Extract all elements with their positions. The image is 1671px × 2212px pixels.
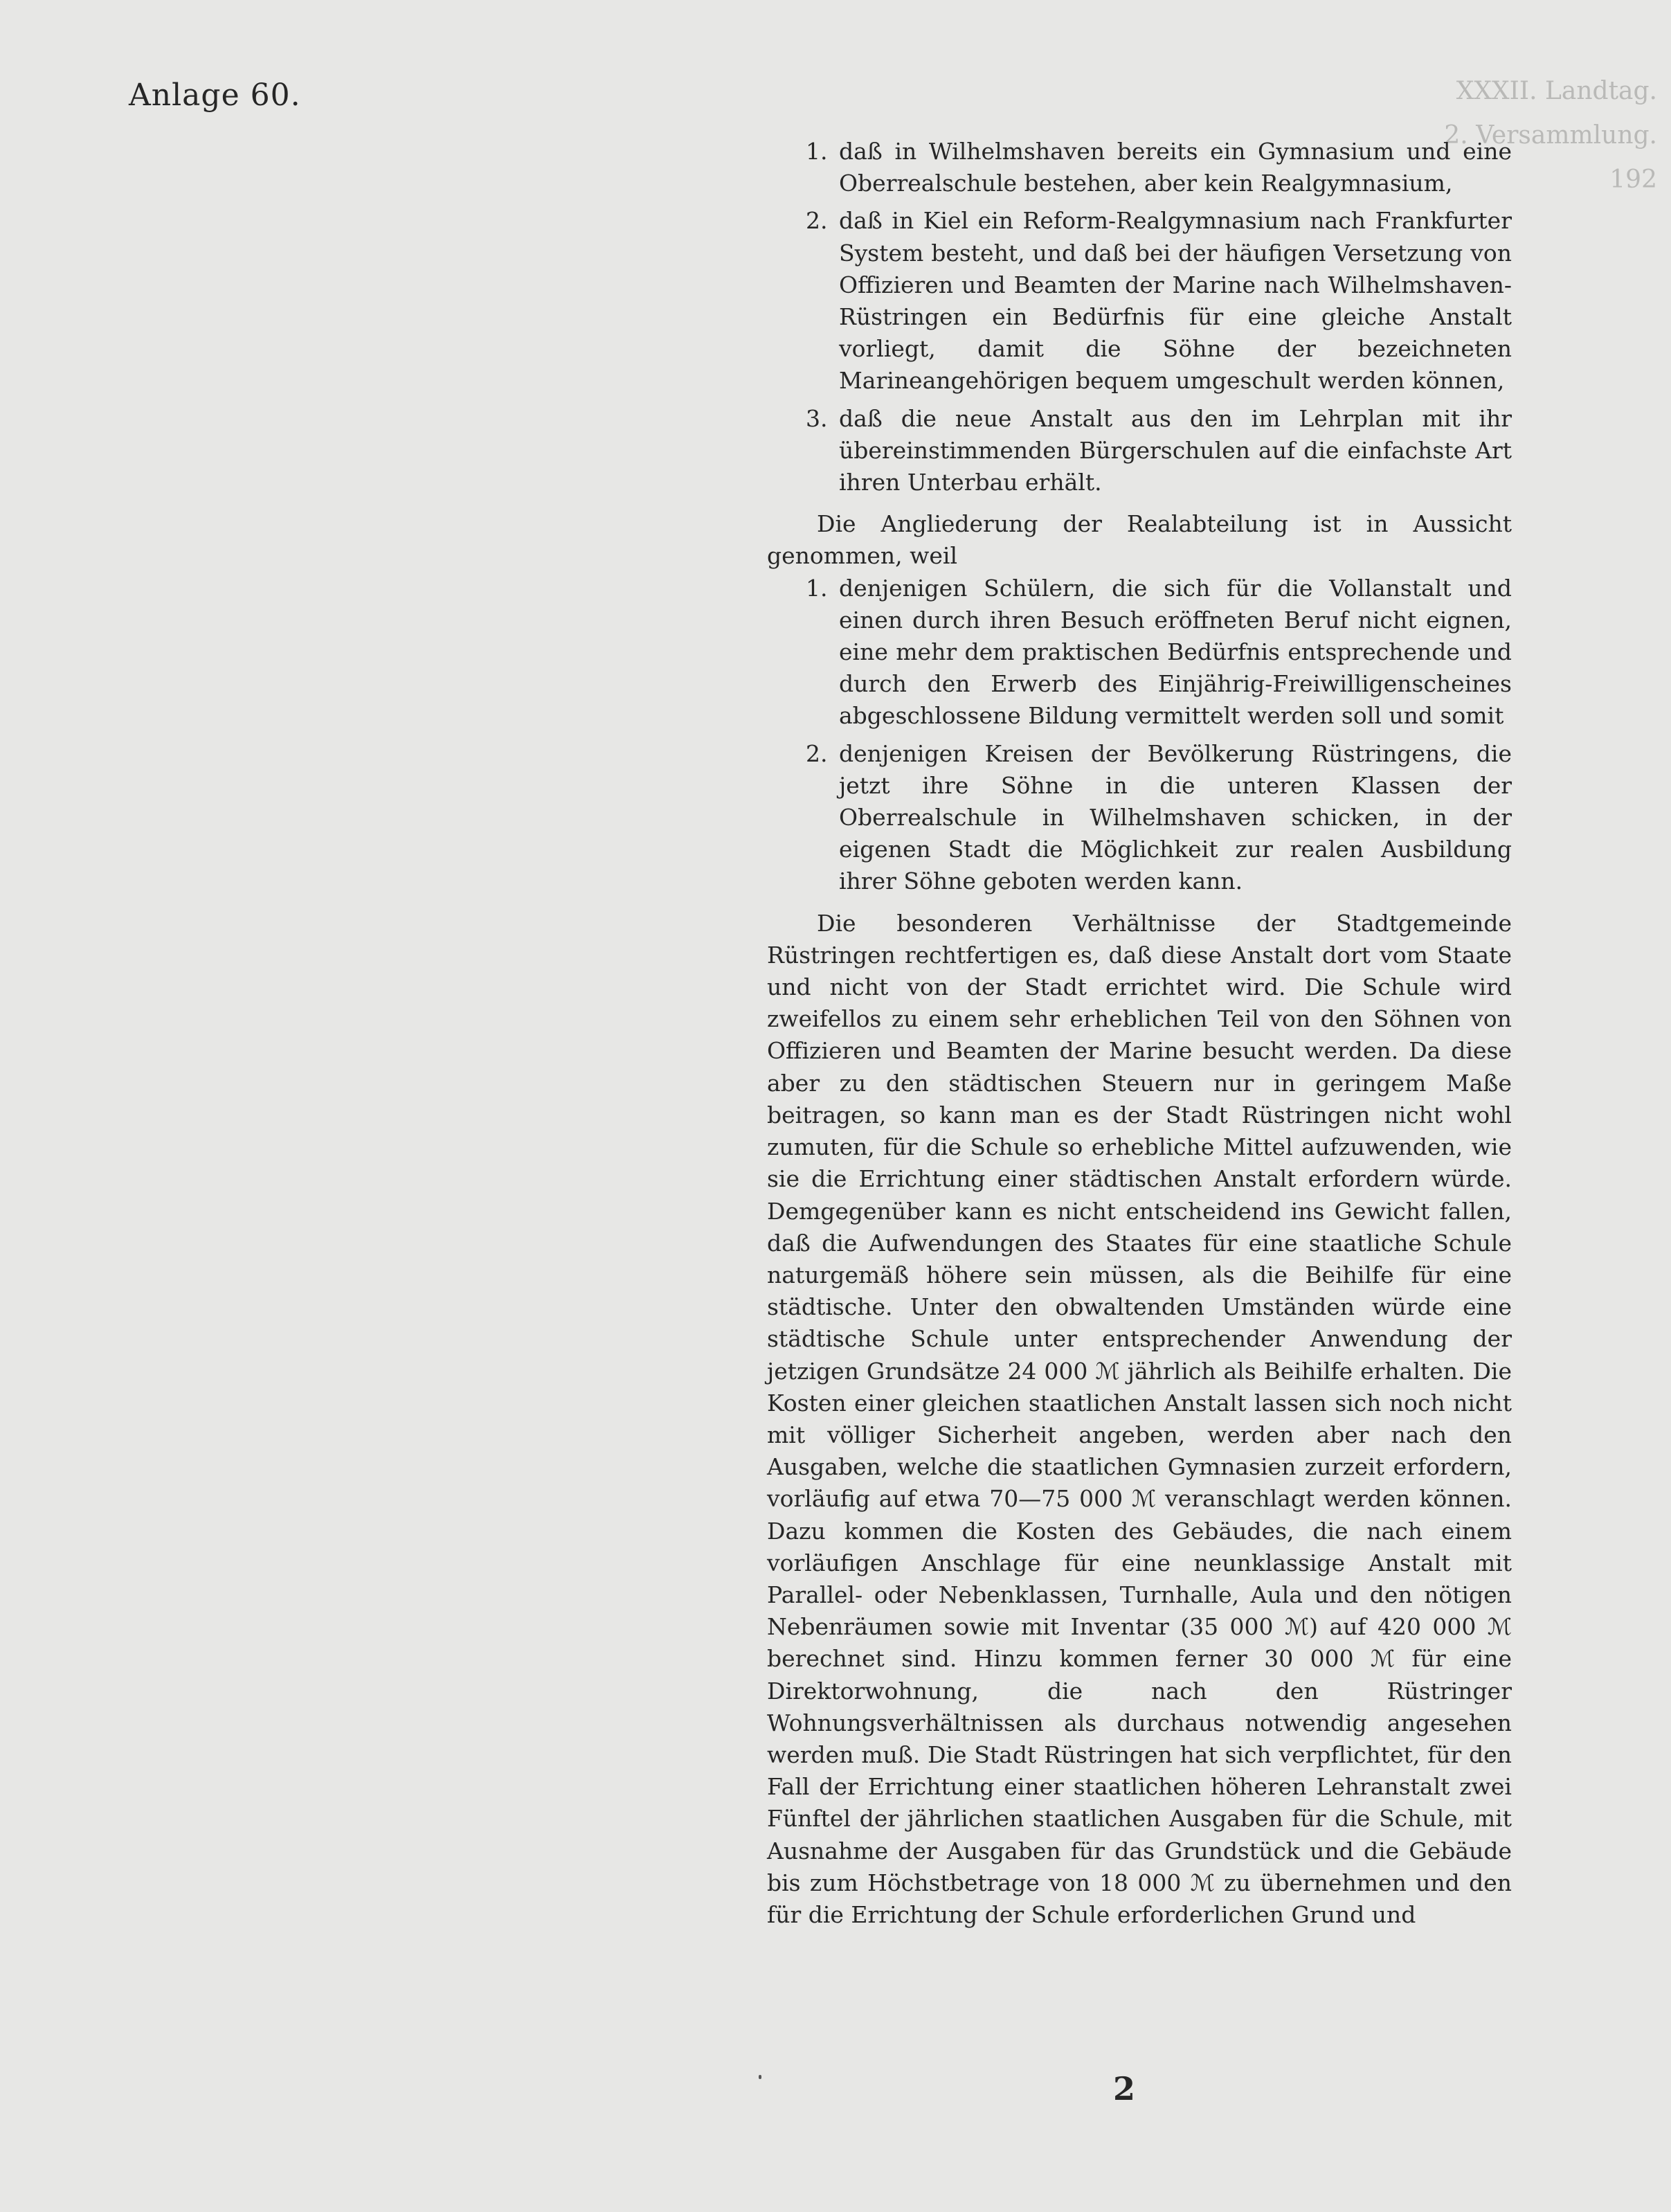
list-number: 1. bbox=[806, 138, 828, 165]
text-column bbox=[767, 136, 1512, 1931]
page-number: 2 bbox=[1113, 2070, 1136, 2107]
reasons-list-2 bbox=[767, 573, 1512, 898]
list-text: daß in Wilhelmshaven bereits ein Gymnasium und eine Oberrealschule bestehen, aber kein Realgymnasium, bbox=[839, 138, 1512, 197]
list-text: daß die neue Anstalt aus den im Lehrplan mit ihr übereinstimmenden Bürgerschulen auf die einfachste Art ihren Unterbau erhält. bbox=[839, 404, 1512, 496]
list-item bbox=[767, 738, 1512, 898]
list-text: denjenigen Kreisen der Bevölkerung Rüstringens, die jetzt ihre Söhne in die unteren Klassen der Oberrealschule in Wilhelmshaven schicken, in der eigenen Stadt die Möglichkeit zur realen Ausbildung ihrer Söhne geboten werden kann. bbox=[839, 739, 1512, 895]
list-text: daß in Kiel ein Reform-Realgymnasium nach Frankfurter System besteht, und daß bei der häufigen Versetzung von Offizieren und Beamten der Marine nach Wilhelmshaven-Rüstringen ein Bedürfnis für eine gleiche Anstalt vorliegt, damit die Söhne der bezeichneten Marineangehörigen bequem umgeschult werden können, bbox=[839, 207, 1512, 395]
list-item bbox=[767, 136, 1512, 199]
paragraph-intro: Die Angliederung der Realabteilung ist in Aussicht genommen, weil bbox=[767, 510, 1512, 570]
list-text: denjenigen Schülern, die sich für die Vollanstalt und einen durch ihren Besuch eröffneten Beruf nicht eignen, eine mehr dem praktischen Bedürfnis entsprechende und durch den Erwerb des Einjährig-Freiwilligenscheines abgeschlossene Bildung vermittelt werden soll und somit bbox=[839, 574, 1512, 730]
bleed-line: 2. Versammlung. bbox=[1444, 121, 1657, 150]
annex-label: Anlage 60. bbox=[129, 78, 301, 113]
list-item bbox=[767, 403, 1512, 499]
list-number: 2. bbox=[806, 739, 828, 767]
list-number: 3. bbox=[806, 404, 828, 432]
list-item bbox=[767, 573, 1512, 732]
list-number: 1. bbox=[806, 574, 828, 602]
list-item bbox=[767, 205, 1512, 397]
list-number: 2. bbox=[806, 207, 828, 235]
ink-speck bbox=[759, 2075, 761, 2079]
paragraph-body: Die besonderen Verhältnisse der Stadtgemeinde Rüstringen rechtfertigen es, daß diese Anstalt dort vom Staate und nicht von der Stadt errichtet wird. Die Schule wird zweifellos zu einem sehr erheblichen Teil von den Söhnen von Offizieren und Beamten der Marine besucht werden. Da diese aber zu den städtischen Steuern nur in geringem Maße beitragen, so kann man es der Stadt Rüstringen nicht wohl zumuten, für die Schule so erhebliche Mittel aufzuwenden, wie sie die Errichtung einer städtischen Anstalt erfordern würde. Demgegenüber kann es nicht entscheidend ins Gewicht fallen, daß die Aufwendungen des Staates für eine staatliche Schule naturgemäß höhere sein müssen, als die Beihilfe für eine städtische. Unter den obwaltenden Umständen würde eine städtische Schule unter entsprechender Anwendung der jetzigen Grundsätze 24 000 ℳ jährlich als Beihilfe erhalten. Die Kosten einer gleichen staatlichen Anstalt lassen sich noch nicht mit völliger Sicherheit angeben, werden aber nach den Ausgaben, welche die staatlichen Gymnasien zurzeit erfordern, vorläufig auf etwa 70—75 000 ℳ veranschlagt werden können. Dazu kommen die Kosten des Gebäudes, die nach einem vorläufigen Anschlage für eine neunklassige Anstalt mit Parallel- oder Nebenklassen, Turnhalle, Aula und den nötigen Nebenräumen sowie mit Inventar (35 000 ℳ) auf 420 000 ℳ berechnet sind. Hinzu kommen ferner 30 000 ℳ für eine Direktorwohnung, die nach den Rüstringer Wohnungsverhältnissen als durchaus notwendig angesehen werden muß. Die Stadt Rüstringen hat sich verpflichtet, für den Fall der Errichtung einer staatlichen höheren Lehranstalt zwei Fünftel der jährlichen staatlichen Ausgaben für die Schule, mit Ausnahme der Ausgaben für das Grundstück und die Gebäude bis zum Höchstbetrage von 18 000 ℳ zu übernehmen und den für die Errichtung der Schule erforderlichen Grund und bbox=[767, 909, 1512, 1928]
bleed-line: 192 bbox=[1609, 165, 1657, 194]
bleed-line: XXXII. Landtag. bbox=[1456, 77, 1657, 105]
reasons-list-1 bbox=[767, 136, 1512, 498]
